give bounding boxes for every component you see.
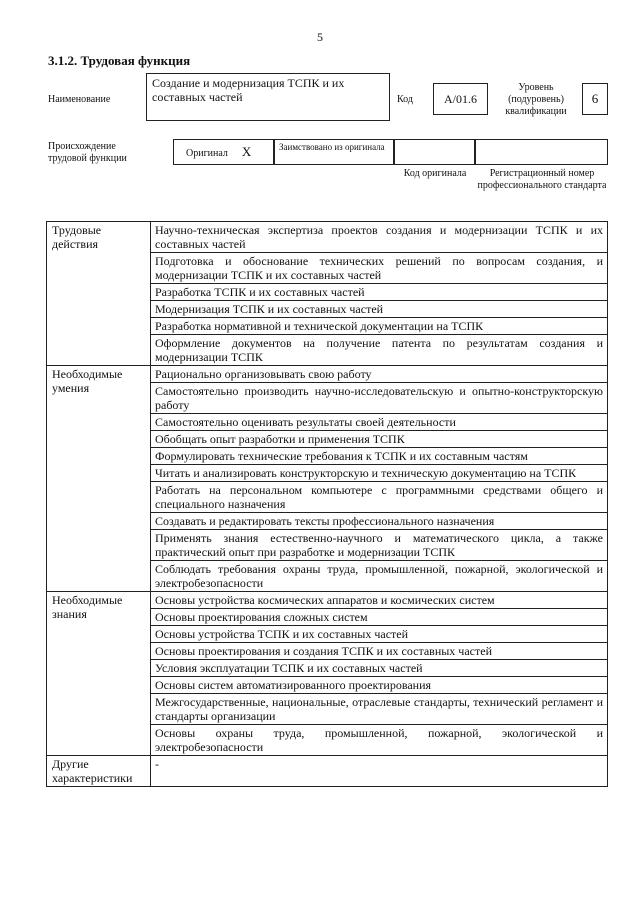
- item-cell: Основы систем автоматизированного проектирования: [151, 677, 608, 694]
- item-cell: -: [151, 756, 608, 787]
- origin-label: Происхождение трудовой функции: [48, 141, 127, 164]
- item-cell: Формулировать технические требования к ТСПК и их составным частям: [151, 448, 608, 465]
- function-name-box: [146, 73, 390, 121]
- item-cell: Основы охраны труда, промышленной, пожарной, экологической и электробезопасности: [151, 725, 608, 756]
- item-cell: Межгосударственные, национальные, отраслевые стандарты, технический регламент и стандарты организации: [151, 694, 608, 725]
- item-cell: Оформление документов на получение патента по результатам создания и модернизации ТСПК: [151, 335, 608, 366]
- item-cell: Обобщать опыт разработки и применения ТСПК: [151, 431, 608, 448]
- item-cell: Создавать и редактировать тексты профессионального назначения: [151, 513, 608, 530]
- function-name-value: Создание и модернизация ТСПК и их составных частей: [152, 76, 345, 104]
- original-label: Оригинал: [186, 148, 228, 159]
- reg-number-box: [475, 139, 608, 165]
- code-label: Код: [397, 94, 413, 105]
- item-cell: Самостоятельно производить научно-исследовательскую и опытно-конструкторскую работу: [151, 383, 608, 414]
- name-label: Наименование: [48, 94, 111, 105]
- item-cell: Основы устройства космических аппаратов и космических систем: [151, 592, 608, 609]
- item-cell: Работать на персональном компьютере с программными средствами общего и специального назначения: [151, 482, 608, 513]
- section-heading: 3.1.2. Трудовая функция: [48, 53, 191, 68]
- level-label: Уровень (подуровень) квалификации: [505, 82, 567, 117]
- item-cell: Разработка ТСПК и их составных частей: [151, 284, 608, 301]
- table-row: [47, 366, 608, 383]
- borrowed-box: [274, 139, 394, 165]
- level-value: 6: [591, 91, 599, 106]
- item-cell: Самостоятельно оценивать результаты своей деятельности: [151, 414, 608, 431]
- item-cell: Основы устройства ТСПК и их составных частей: [151, 626, 608, 643]
- page-number: 5: [317, 30, 323, 44]
- category-cell: Другие характеристики: [47, 756, 151, 787]
- function-table: [46, 221, 608, 787]
- item-cell: Читать и анализировать конструкторскую и техническую документацию на ТСПК: [151, 465, 608, 482]
- code-original-box: [394, 139, 475, 165]
- reg-number-caption: Регистрационный номер профессионального стандарта: [477, 168, 607, 191]
- category-cell: Необходимые умения: [47, 366, 151, 592]
- item-cell: Научно-техническая экспертиза проектов создания и модернизации ТСПК и их составных частей: [151, 222, 608, 253]
- code-value: A/01.6: [444, 92, 477, 106]
- item-cell: Модернизация ТСПК и их составных частей: [151, 301, 608, 318]
- original-box: [173, 139, 274, 165]
- category-cell: Необходимые знания: [47, 592, 151, 756]
- code-box: [433, 83, 488, 115]
- item-cell: Соблюдать требования охраны труда, промышленной, пожарной, экологической и электробезопасности: [151, 561, 608, 592]
- original-mark: X: [241, 144, 252, 159]
- item-cell: Применять знания естественно-научного и математического цикла, а также практический опыт при разработке и модернизации ТСПК: [151, 530, 608, 561]
- table-row: [47, 592, 608, 609]
- item-cell: Подготовка и обоснование технических решений по вопросам создания, и модернизации ТСПК и их составных частей: [151, 253, 608, 284]
- table-row: [47, 756, 608, 787]
- item-cell: Основы проектирования сложных систем: [151, 609, 608, 626]
- borrowed-label: Заимствовано из оригинала: [279, 142, 385, 152]
- item-cell: Основы проектирования и создания ТСПК и их составных частей: [151, 643, 608, 660]
- level-box: [582, 83, 608, 115]
- table-row: [47, 222, 608, 253]
- code-original-caption: Код оригинала: [403, 168, 467, 179]
- item-cell: Разработка нормативной и технической документации на ТСПК: [151, 318, 608, 335]
- category-cell: Трудовые действия: [47, 222, 151, 366]
- item-cell: Рационально организовывать свою работу: [151, 366, 608, 383]
- item-cell: Условия эксплуатации ТСПК и их составных частей: [151, 660, 608, 677]
